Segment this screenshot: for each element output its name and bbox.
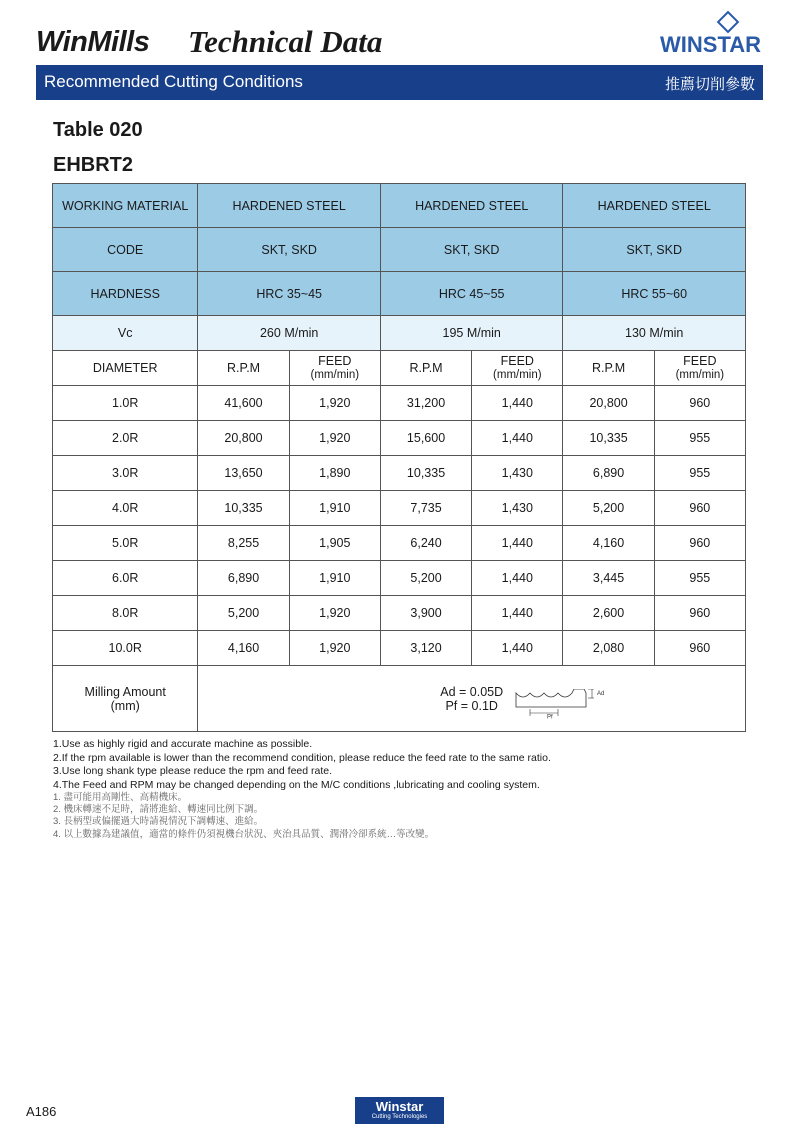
pf-formula: Pf = 0.1D — [445, 698, 498, 713]
rpm-header: R.P.M — [563, 351, 654, 386]
hardness-cell: HRC 45~55 — [380, 272, 563, 316]
rpm-cell: 15,600 — [380, 421, 471, 456]
material-row — [53, 184, 746, 228]
milling-amount-text: Milling Amount — [84, 684, 166, 699]
code-cell: SKT, SKD — [563, 228, 746, 272]
feed-cell: 960 — [654, 596, 745, 631]
feed-header — [289, 351, 380, 386]
feed-cell: 1,920 — [289, 421, 380, 456]
feed-cell: 955 — [654, 421, 745, 456]
rpm-cell: 6,240 — [380, 526, 471, 561]
diameter-cell: 5.0R — [53, 526, 198, 561]
rpm-cell: 13,650 — [198, 456, 289, 491]
tool-model: EHBRT2 — [53, 154, 134, 176]
diameter-cell: 10.0R — [53, 631, 198, 666]
table-row — [53, 631, 746, 666]
feed-cell: 1,440 — [472, 596, 563, 631]
logo-text: WINSTAR — [660, 32, 762, 57]
table-row — [53, 491, 746, 526]
rpm-cell: 41,600 — [198, 386, 289, 421]
note-item-zh: 1. 盡可能用高剛性、高精機床。 — [53, 792, 188, 803]
milling-profile-diagram — [514, 689, 610, 719]
code-cell: SKT, SKD — [198, 228, 381, 272]
milling-amount-row — [53, 666, 746, 732]
diameter-cell: 2.0R — [53, 421, 198, 456]
feed-cell: 1,440 — [472, 386, 563, 421]
feed-header-label: FEED — [318, 354, 352, 368]
feed-cell: 1,920 — [289, 631, 380, 666]
rpm-cell: 6,890 — [563, 456, 654, 491]
feed-cell: 960 — [654, 386, 745, 421]
rpm-cell: 5,200 — [380, 561, 471, 596]
rpm-cell: 2,600 — [563, 596, 654, 631]
diamond-logo-icon — [717, 11, 740, 34]
feed-cell: 960 — [654, 631, 745, 666]
feed-cell: 1,905 — [289, 526, 380, 561]
rpm-cell: 5,200 — [563, 491, 654, 526]
footer-brand: Winstar — [375, 1099, 424, 1114]
feed-cell: 1,440 — [472, 561, 563, 596]
vc-row — [53, 316, 746, 351]
rpm-cell: 6,890 — [198, 561, 289, 596]
feed-cell: 1,920 — [289, 596, 380, 631]
feed-cell: 1,910 — [289, 491, 380, 526]
rpm-cell: 20,800 — [198, 421, 289, 456]
page-heading: Technical Data — [188, 24, 383, 59]
diameter-cell: 3.0R — [53, 456, 198, 491]
feed-cell: 960 — [654, 491, 745, 526]
feed-header-unit: (mm/min) — [310, 369, 360, 381]
feed-cell: 960 — [654, 526, 745, 561]
feed-cell: 1,910 — [289, 561, 380, 596]
rpm-cell: 10,335 — [380, 456, 471, 491]
rpm-cell: 4,160 — [198, 631, 289, 666]
vc-cell: 260 M/min — [198, 316, 381, 351]
feed-header-unit: (mm/min) — [493, 369, 542, 381]
note-item: 2.If the rpm available is lower than the recommend condition, please reduce the feed rate to the same ratio. — [53, 751, 551, 764]
diameter-cell: 4.0R — [53, 491, 198, 526]
note-item-zh: 2. 機床轉速不足時，請將進給、轉速同比例下調。 — [53, 804, 264, 816]
brand-name: WinMills — [36, 26, 150, 58]
note-item: 4.The Feed and RPM may be changed depending on the M/C conditions ,lubricating and cooling system. — [53, 778, 540, 791]
banner-title-chinese: 推薦切削參數 — [664, 76, 755, 93]
material-cell: HARDENED STEEL — [380, 184, 563, 228]
rpm-cell: 3,120 — [380, 631, 471, 666]
rpm-header: R.P.M — [198, 351, 289, 386]
code-cell: SKT, SKD — [380, 228, 563, 272]
winstar-logo — [660, 14, 764, 56]
milling-amount-unit: (mm) — [110, 698, 140, 713]
feed-cell: 955 — [654, 561, 745, 596]
feed-header — [472, 351, 563, 386]
feed-cell: 1,890 — [289, 456, 380, 491]
milling-amount-values — [198, 666, 746, 732]
hardness-cell: HRC 35~45 — [198, 272, 381, 316]
vc-cell: 195 M/min — [380, 316, 563, 351]
vc-cell: 130 M/min — [563, 316, 746, 351]
diagram-ad-label: Ad — [597, 691, 605, 697]
feed-header — [654, 351, 745, 386]
notes-english — [53, 738, 551, 792]
page-number: A186 — [26, 1104, 57, 1119]
table-row — [53, 386, 746, 421]
working-material-label: WORKING MATERIAL — [53, 184, 198, 228]
vc-label: Vc — [53, 316, 198, 351]
rpm-cell: 3,445 — [563, 561, 654, 596]
diameter-cell: 8.0R — [53, 596, 198, 631]
milling-amount-label — [53, 666, 198, 732]
table-row — [53, 421, 746, 456]
hardness-row — [53, 272, 746, 316]
section-banner — [36, 65, 763, 100]
table-row — [53, 456, 746, 491]
feed-cell: 1,440 — [472, 421, 563, 456]
table-row — [53, 596, 746, 631]
feed-cell: 1,920 — [289, 386, 380, 421]
table-row — [53, 526, 746, 561]
feed-cell: 1,440 — [472, 631, 563, 666]
feed-cell: 1,440 — [472, 526, 563, 561]
hardness-label: HARDNESS — [53, 272, 198, 316]
note-item-zh: 4. 以上數據為建議值，適當的條件仍須視機台狀況、夾治具品質、潤滑冷卻系統…等改變。 — [53, 828, 435, 840]
rpm-cell: 2,080 — [563, 631, 654, 666]
rpm-cell: 8,255 — [198, 526, 289, 561]
hardness-cell: HRC 55~60 — [563, 272, 746, 316]
material-cell: HARDENED STEEL — [198, 184, 381, 228]
rpm-cell: 20,800 — [563, 386, 654, 421]
table-row — [53, 561, 746, 596]
cutting-conditions-table — [52, 183, 746, 732]
material-cell: HARDENED STEEL — [563, 184, 746, 228]
feed-header-unit: (mm/min) — [675, 369, 725, 381]
ad-formula: Ad = 0.05D — [440, 684, 504, 699]
rpm-cell: 31,200 — [380, 386, 471, 421]
footer-tagline: Cutting Technologies — [371, 1114, 428, 1120]
note-item: 1.Use as highly rigid and accurate machine as possible. — [53, 738, 313, 750]
note-item: 3.Use long shank type please reduce the rpm and feed rate. — [53, 765, 333, 778]
diameter-cell: 6.0R — [53, 561, 198, 596]
notes-chinese — [53, 792, 434, 841]
footer-logo-badge — [355, 1097, 444, 1124]
rpm-cell: 10,335 — [198, 491, 289, 526]
feed-cell: 955 — [654, 456, 745, 491]
rpm-cell: 5,200 — [198, 596, 289, 631]
rpm-cell: 3,900 — [380, 596, 471, 631]
feed-cell: 1,430 — [472, 491, 563, 526]
feed-cell: 1,430 — [472, 456, 563, 491]
feed-header-label: FEED — [500, 354, 534, 368]
rpm-cell: 7,735 — [380, 491, 471, 526]
column-header-row — [53, 351, 746, 386]
rpm-header: R.P.M — [380, 351, 471, 386]
code-label: CODE — [53, 228, 198, 272]
diameter-cell: 1.0R — [53, 386, 198, 421]
table-number: Table 020 — [53, 119, 143, 141]
banner-title: Recommended Cutting Conditions — [44, 72, 303, 91]
diagram-pf-label: Pf — [547, 714, 553, 719]
diameter-label: DIAMETER — [53, 351, 198, 386]
note-item-zh: 3. 長柄型或偏擺過大時請視情況下調轉速、進給。 — [53, 816, 264, 828]
code-row — [53, 228, 746, 272]
rpm-cell: 10,335 — [563, 421, 654, 456]
feed-header-label: FEED — [683, 354, 717, 368]
rpm-cell: 4,160 — [563, 526, 654, 561]
